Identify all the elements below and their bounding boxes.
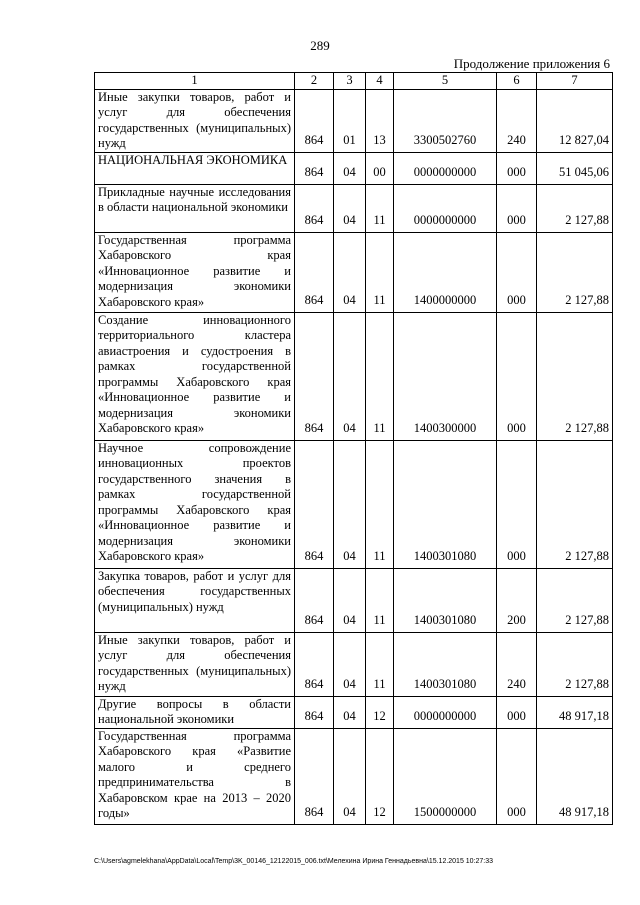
cell-admin: 864 (295, 440, 334, 568)
cell-admin: 864 (295, 568, 334, 632)
appendix-caption: Продолжение приложения 6 (453, 56, 610, 71)
cell-pr: 13 (366, 89, 394, 152)
cell-vr: 000 (497, 696, 537, 728)
cell-admin: 864 (295, 728, 334, 824)
cell-name: НАЦИОНАЛЬНАЯ ЭКОНОМИКА (95, 152, 295, 184)
file-path-footer: C:\Users\agmelekhana\AppData\Local\Temp\3K_00146_12122015_006.txt\Мелехина Ирина Геннадьевна\15.12.2015 10:27:33 (94, 858, 494, 865)
cell-csr: 1400300000 (394, 312, 497, 440)
cell-sum: 2 127,88 (537, 232, 613, 312)
header-cell: 1 (95, 73, 295, 90)
cell-rz: 04 (334, 632, 366, 696)
cell-admin: 864 (295, 232, 334, 312)
cell-name: Прикладные научные исследования в области национальной экономики (95, 184, 295, 232)
cell-admin: 864 (295, 152, 334, 184)
cell-pr: 00 (366, 152, 394, 184)
cell-name: Создание инновационного территориального кластера авиастроения и судостроения в рамках государственной программы Хабаровского края «Инновационное развитие и модернизация экономики Хабаровского края» (95, 312, 295, 440)
cell-admin: 864 (295, 696, 334, 728)
cell-sum: 2 127,88 (537, 568, 613, 632)
cell-pr: 11 (366, 312, 394, 440)
cell-csr: 1400301080 (394, 568, 497, 632)
budget-table (94, 72, 613, 825)
cell-pr: 11 (366, 568, 394, 632)
cell-rz: 04 (334, 152, 366, 184)
cell-rz: 04 (334, 696, 366, 728)
cell-vr: 000 (497, 184, 537, 232)
cell-admin: 864 (295, 312, 334, 440)
cell-sum: 12 827,04 (537, 89, 613, 152)
cell-vr: 000 (497, 312, 537, 440)
cell-name: Иные закупки товаров, работ и услуг для обеспечения государственных (муниципальных) нужд (95, 632, 295, 696)
cell-pr: 11 (366, 232, 394, 312)
table-row (95, 568, 613, 632)
cell-sum: 2 127,88 (537, 632, 613, 696)
header-cell: 6 (497, 73, 537, 90)
cell-name: Другие вопросы в области национальной экономики (95, 696, 295, 728)
table-row (95, 440, 613, 568)
cell-sum: 48 917,18 (537, 728, 613, 824)
cell-rz: 04 (334, 184, 366, 232)
table-row (95, 696, 613, 728)
cell-csr: 0000000000 (394, 696, 497, 728)
table-row (95, 312, 613, 440)
cell-vr: 000 (497, 152, 537, 184)
cell-sum: 2 127,88 (537, 440, 613, 568)
cell-name: Научное сопровождение инновационных проектов государственного значения в рамках государственной программы Хабаровского края «Инновационное развитие и модернизация экономики Хабаровского края» (95, 440, 295, 568)
cell-rz: 04 (334, 232, 366, 312)
table-row (95, 728, 613, 824)
header-cell: 2 (295, 73, 334, 90)
cell-pr: 11 (366, 632, 394, 696)
cell-csr: 1400301080 (394, 440, 497, 568)
table-row (95, 632, 613, 696)
cell-sum: 48 917,18 (537, 696, 613, 728)
cell-csr: 1400000000 (394, 232, 497, 312)
cell-vr: 000 (497, 728, 537, 824)
page-number: 289 (310, 38, 330, 53)
table-row (95, 152, 613, 184)
header-cell: 4 (366, 73, 394, 90)
cell-pr: 12 (366, 696, 394, 728)
cell-sum: 51 045,06 (537, 152, 613, 184)
table-row (95, 89, 613, 152)
table-row (95, 184, 613, 232)
header-cell: 5 (394, 73, 497, 90)
header-row (95, 73, 613, 90)
cell-rz: 04 (334, 440, 366, 568)
cell-csr: 1400301080 (394, 632, 497, 696)
cell-name: Государственная программа Хабаровского края «Инновационное развитие и модернизация экономики Хабаровского края» (95, 232, 295, 312)
header-cell: 3 (334, 73, 366, 90)
cell-vr: 000 (497, 440, 537, 568)
cell-name: Закупка товаров, работ и услуг для обеспечения государственных (муниципальных) нужд (95, 568, 295, 632)
cell-csr: 1500000000 (394, 728, 497, 824)
table-row (95, 232, 613, 312)
cell-vr: 240 (497, 89, 537, 152)
cell-csr: 3300502760 (394, 89, 497, 152)
cell-vr: 200 (497, 568, 537, 632)
cell-pr: 12 (366, 728, 394, 824)
cell-rz: 04 (334, 312, 366, 440)
cell-vr: 240 (497, 632, 537, 696)
cell-admin: 864 (295, 632, 334, 696)
cell-csr: 0000000000 (394, 152, 497, 184)
cell-name: Государственная программа Хабаровского края «Развитие малого и среднего предпринимательства в Хабаровском крае на 2013 – 2020 годы» (95, 728, 295, 824)
cell-sum: 2 127,88 (537, 312, 613, 440)
cell-sum: 2 127,88 (537, 184, 613, 232)
cell-rz: 04 (334, 728, 366, 824)
cell-vr: 000 (497, 232, 537, 312)
cell-pr: 11 (366, 184, 394, 232)
cell-rz: 04 (334, 568, 366, 632)
cell-csr: 0000000000 (394, 184, 497, 232)
cell-admin: 864 (295, 89, 334, 152)
cell-admin: 864 (295, 184, 334, 232)
header-cell: 7 (537, 73, 613, 90)
cell-pr: 11 (366, 440, 394, 568)
cell-rz: 01 (334, 89, 366, 152)
cell-name: Иные закупки товаров, работ и услуг для обеспечения государственных (муниципальных) нужд (95, 89, 295, 152)
